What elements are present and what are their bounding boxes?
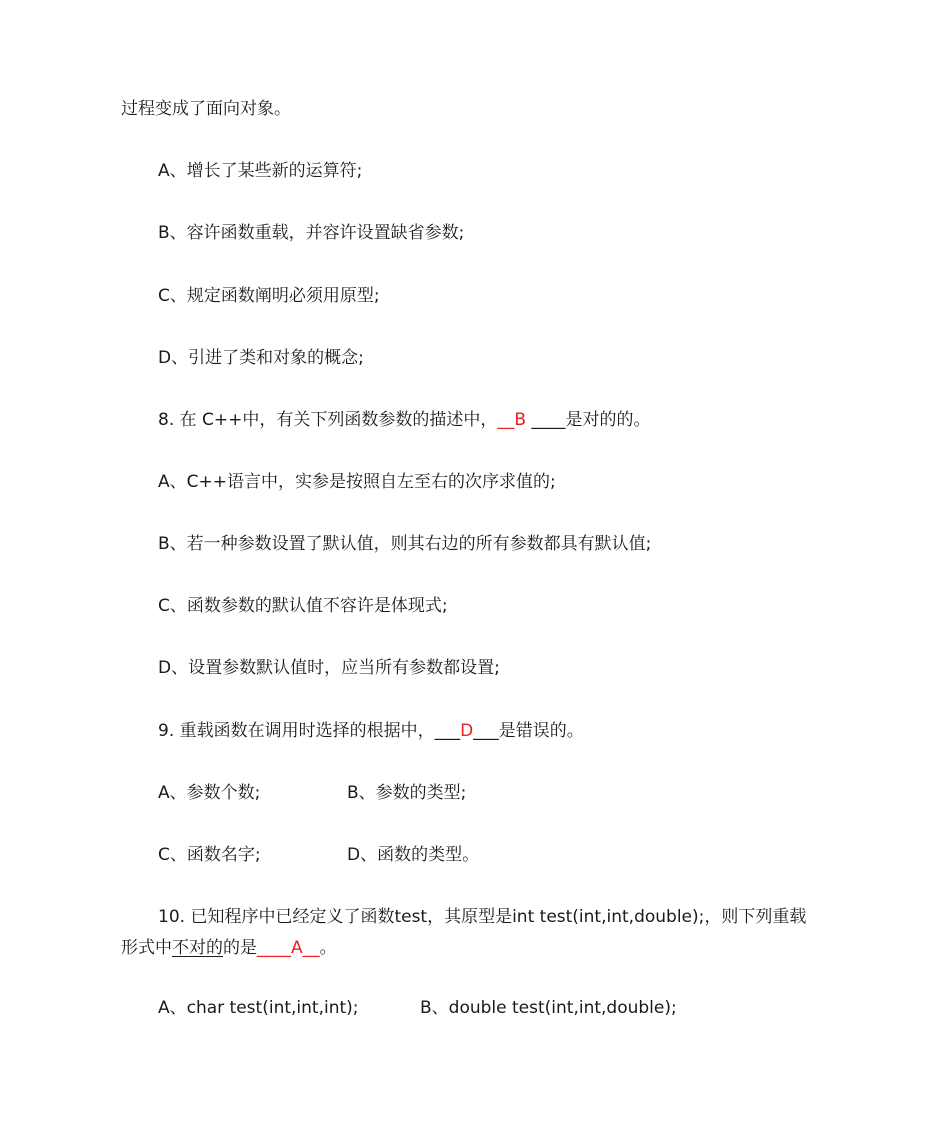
q8-option-b: B、若一种参数设置了默认值，则其右边的所有参数都具有默认值;: [158, 534, 652, 554]
q10-question-line2: [121, 937, 337, 959]
q7-option-c: C、规定函数阐明必须用原型;: [158, 286, 380, 306]
q9-prefix: 9. 重载函数在调用时选择的根据中，: [158, 721, 435, 741]
q7-option-b: B、容许函数重载，并容许设置缺省参数;: [158, 223, 465, 243]
q8-prefix: 8. 在 C++中，有关下列函数参数的描述中，: [158, 410, 498, 430]
q9-option-b: B、参数的类型;: [347, 783, 467, 803]
q9-suffix: 是错误的。: [498, 721, 584, 741]
intro-text: 过程变成了面向对象。: [121, 99, 291, 119]
q8-blank-after: ____: [526, 410, 566, 430]
q10-line2-prefix: 形式中: [121, 938, 172, 958]
q8-suffix: 是对的的。: [565, 410, 651, 430]
q9-question: [158, 720, 584, 742]
q8-option-c: C、函数参数的默认值不容许是体现式;: [158, 596, 448, 616]
q10-line2-end: 。: [319, 938, 337, 958]
q10-blank-before: ____: [257, 938, 291, 958]
q10-line2-mid: 的是: [223, 938, 257, 958]
q9-option-d: D、函数的类型。: [347, 845, 480, 865]
q7-option-d: D、引进了类和对象的概念;: [158, 348, 364, 368]
q9-blank-after: ___: [473, 721, 499, 741]
q9-answer: D: [460, 721, 474, 741]
q8-answer: B: [514, 410, 527, 430]
q10-answer: A: [291, 938, 303, 958]
q10-line2-underlined: 不对的: [172, 938, 223, 958]
q8-option-a: A、C++语言中，实参是按照自左至右的次序求值的;: [158, 472, 556, 492]
q7-option-a: A、增长了某些新的运算符;: [158, 161, 363, 181]
q10-option-b: B、double test(int,int,double);: [420, 998, 677, 1018]
q8-blank-before: __: [497, 410, 515, 430]
q8-option-d: D、设置参数默认值时，应当所有参数都设置;: [158, 658, 500, 678]
q9-option-a: A、参数个数;: [158, 783, 261, 803]
q9-option-c: C、函数名字;: [158, 845, 261, 865]
q9-blank-before: ___: [434, 721, 461, 741]
q10-question-line1: 10. 已知程序中已经定义了函数test，其原型是int test(int,int,double);，则下列重载: [158, 907, 807, 927]
q8-question: [158, 409, 650, 431]
q10-blank-after: __: [302, 938, 320, 958]
q10-option-a: A、char test(int,int,int);: [158, 998, 359, 1018]
